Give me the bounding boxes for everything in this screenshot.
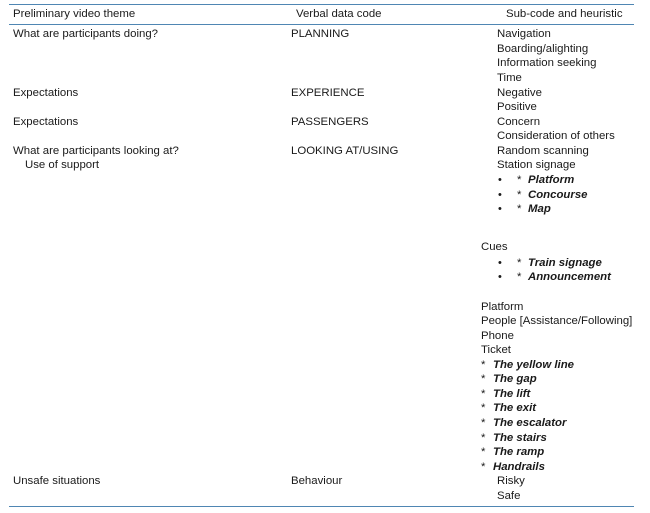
row5-subcode-1: Risky <box>497 475 525 487</box>
row1-subcode-1: Navigation <box>497 28 551 40</box>
heuristic-item: The lift <box>493 388 531 400</box>
heuristic-item: Handrails <box>493 461 545 473</box>
asterisk-icon: * <box>481 417 486 429</box>
bullet-icon: • <box>498 271 502 283</box>
row5-subcode-2: Safe <box>497 490 521 502</box>
header-theme: Preliminary video theme <box>13 8 136 20</box>
header-rule <box>9 24 634 25</box>
row3-code: PASSENGERS <box>291 116 369 128</box>
row2-code: EXPERIENCE <box>291 87 365 99</box>
cue-item: Announcement <box>528 271 611 283</box>
row4-theme-sub: Use of support <box>25 159 100 171</box>
using-item: Platform <box>481 301 524 313</box>
table-bottom-rule <box>9 506 634 507</box>
table-top-rule <box>9 4 634 5</box>
signage-item: Map <box>528 203 551 215</box>
row2-subcode-2: Positive <box>497 101 537 113</box>
asterisk-icon: * <box>517 189 522 201</box>
cue-item: Train signage <box>528 257 602 269</box>
heuristic-item: The escalator <box>493 417 567 429</box>
asterisk-icon: * <box>517 271 522 283</box>
asterisk-icon: * <box>481 359 486 371</box>
row1-subcode-2: Boarding/alighting <box>497 43 589 55</box>
cues-label: Cues <box>481 241 508 253</box>
row1-code: PLANNING <box>291 28 350 40</box>
row3-subcode-2: Consideration of others <box>497 130 615 142</box>
row3-subcode-1: Concern <box>497 116 541 128</box>
using-item: Phone <box>481 330 514 342</box>
asterisk-icon: * <box>481 461 486 473</box>
row3-theme: Expectations <box>13 116 79 128</box>
heuristic-item: The gap <box>493 373 537 385</box>
using-item: Ticket <box>481 344 511 356</box>
row4-subcode-2: Station signage <box>497 159 576 171</box>
heuristic-item: The yellow line <box>493 359 575 371</box>
row4-code: LOOKING AT/USING <box>291 145 399 157</box>
row4-subcode-1: Random scanning <box>497 145 589 157</box>
asterisk-icon: * <box>481 373 486 385</box>
signage-item: Platform <box>528 174 575 186</box>
asterisk-icon: * <box>481 388 486 400</box>
row5-code: Behaviour <box>291 475 343 487</box>
asterisk-icon: * <box>517 203 522 215</box>
header-subcode: Sub-code and heuristic <box>506 8 623 20</box>
using-item: People [Assistance/Following] <box>481 315 633 327</box>
row1-subcode-3: Information seeking <box>497 57 597 69</box>
heuristic-item: The exit <box>493 402 537 414</box>
row2-theme: Expectations <box>13 87 79 99</box>
heuristic-item: The stairs <box>493 432 547 444</box>
heuristic-item: The ramp <box>493 446 545 458</box>
row4-theme: What are participants looking at? <box>13 145 179 157</box>
row2-subcode-1: Negative <box>497 87 542 99</box>
bullet-icon: • <box>498 174 502 186</box>
asterisk-icon: * <box>481 432 486 444</box>
bullet-icon: • <box>498 189 502 201</box>
asterisk-icon: * <box>481 446 486 458</box>
bullet-icon: • <box>498 203 502 215</box>
row1-subcode-4: Time <box>497 72 522 84</box>
asterisk-icon: * <box>517 174 522 186</box>
header-code: Verbal data code <box>296 8 382 20</box>
row1-theme: What are participants doing? <box>13 28 158 40</box>
asterisk-icon: * <box>481 402 486 414</box>
bullet-icon: • <box>498 257 502 269</box>
asterisk-icon: * <box>517 257 522 269</box>
signage-item: Concourse <box>528 189 588 201</box>
row5-theme: Unsafe situations <box>13 475 101 487</box>
